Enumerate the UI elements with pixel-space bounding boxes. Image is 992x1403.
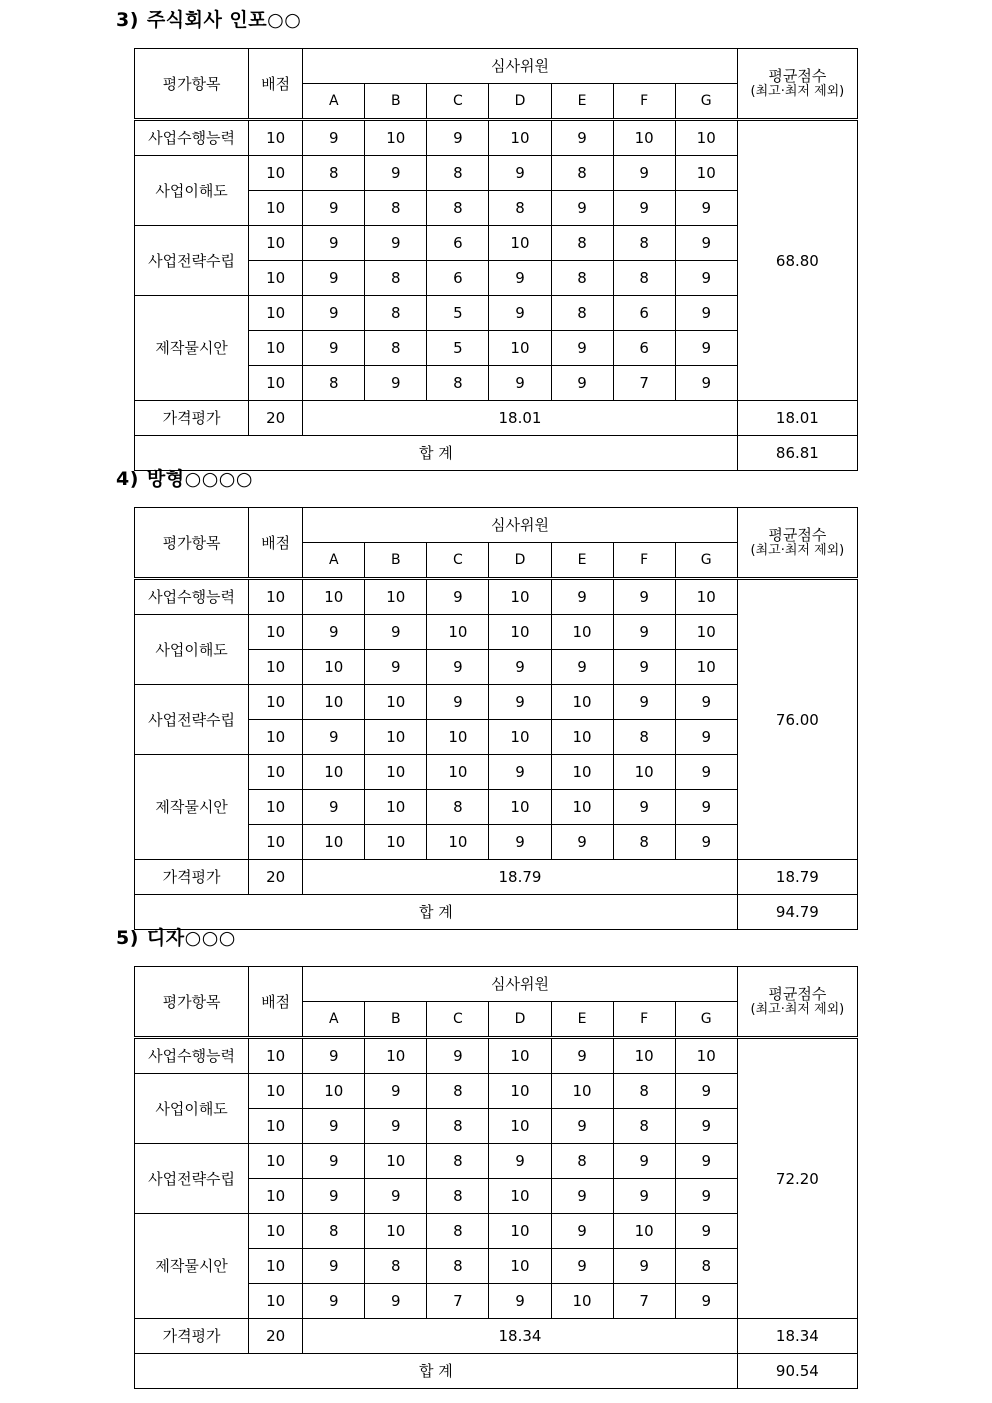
judge-score: 10	[489, 615, 551, 650]
allocation-cell: 10	[249, 191, 303, 226]
header-judge: A	[303, 84, 365, 120]
judge-score: 10	[489, 226, 551, 261]
judge-score: 9	[489, 1144, 551, 1179]
judge-score: 10	[365, 720, 427, 755]
header-judge: F	[613, 84, 675, 120]
header-row	[135, 49, 858, 84]
judge-score: 8	[427, 1109, 489, 1144]
category-label: 사업수행능력	[135, 579, 249, 615]
judge-score: 9	[365, 156, 427, 191]
header-judge: G	[675, 1002, 737, 1038]
header-average-title: 평균점수	[768, 66, 827, 85]
judge-score: 10	[489, 1249, 551, 1284]
header-average-note: (최고·최저 제외)	[750, 83, 845, 99]
company-name-masked: ○○○	[184, 927, 236, 949]
judge-score: 9	[675, 720, 737, 755]
judge-score: 9	[675, 366, 737, 401]
judge-score: 9	[489, 650, 551, 685]
judge-score: 9	[675, 331, 737, 366]
header-judge: A	[303, 1002, 365, 1038]
judge-score: 9	[613, 1144, 675, 1179]
judge-score: 9	[489, 366, 551, 401]
category-label: 사업이해도	[135, 156, 249, 226]
judge-score: 9	[675, 1109, 737, 1144]
section-title	[116, 923, 236, 950]
header-judge: E	[551, 84, 613, 120]
header-average-note: (최고·최저 제외)	[750, 1001, 845, 1017]
judge-score: 8	[427, 1214, 489, 1249]
judge-score: 7	[613, 1284, 675, 1319]
price-row	[135, 1319, 858, 1354]
judge-score: 8	[427, 366, 489, 401]
judge-score: 9	[675, 790, 737, 825]
judge-score: 10	[303, 685, 365, 720]
judge-score: 6	[427, 226, 489, 261]
company-name: 방형	[146, 468, 185, 490]
judge-score: 10	[365, 790, 427, 825]
total-row	[135, 1354, 858, 1389]
judge-score: 9	[675, 685, 737, 720]
judge-score: 8	[365, 261, 427, 296]
header-judge: G	[675, 84, 737, 120]
judge-score: 10	[613, 755, 675, 790]
judge-score: 9	[303, 226, 365, 261]
judge-score: 9	[303, 1179, 365, 1214]
judge-score: 10	[489, 1074, 551, 1109]
judge-score: 9	[675, 191, 737, 226]
price-average: 18.01	[737, 401, 857, 436]
judge-score: 10	[675, 615, 737, 650]
judge-score: 9	[303, 120, 365, 156]
total-row	[135, 895, 858, 930]
allocation-cell: 10	[249, 331, 303, 366]
header-judge: F	[613, 1002, 675, 1038]
judge-score: 9	[613, 685, 675, 720]
price-allocation: 20	[249, 401, 303, 436]
header-row	[135, 508, 858, 543]
allocation-cell: 10	[249, 755, 303, 790]
judge-score: 10	[551, 1284, 613, 1319]
judge-score: 8	[613, 825, 675, 860]
judge-score: 9	[551, 1038, 613, 1074]
score-table	[134, 507, 858, 930]
category-label: 사업수행능력	[135, 120, 249, 156]
judge-score: 9	[551, 1249, 613, 1284]
header-judge: E	[551, 543, 613, 579]
header-average-note: (최고·최저 제외)	[750, 542, 845, 558]
judge-score: 9	[365, 1109, 427, 1144]
judge-score: 10	[613, 1038, 675, 1074]
judge-score: 9	[427, 685, 489, 720]
judge-score: 10	[365, 1038, 427, 1074]
judge-score: 8	[427, 1074, 489, 1109]
judge-score: 9	[675, 755, 737, 790]
allocation-cell: 10	[249, 120, 303, 156]
judge-score: 10	[489, 1214, 551, 1249]
total-label: 합 계	[135, 1354, 738, 1389]
price-label: 가격평가	[135, 860, 249, 895]
allocation-cell: 10	[249, 685, 303, 720]
judge-score: 10	[489, 1179, 551, 1214]
judge-score: 9	[551, 1214, 613, 1249]
header-average	[737, 967, 857, 1038]
average-score: 76.00	[737, 579, 857, 860]
category-label: 사업전략수립	[135, 685, 249, 755]
judge-score: 10	[365, 755, 427, 790]
company-name-masked: ○○○○	[184, 468, 253, 490]
judge-score: 10	[303, 579, 365, 615]
judge-score: 7	[427, 1284, 489, 1319]
judge-score: 6	[613, 296, 675, 331]
judge-score: 10	[489, 720, 551, 755]
judge-score: 7	[613, 366, 675, 401]
price-row	[135, 401, 858, 436]
allocation-cell: 10	[249, 261, 303, 296]
header-judge: B	[365, 543, 427, 579]
judge-score: 8	[613, 1074, 675, 1109]
header-allocation: 배점	[249, 967, 303, 1038]
header-average-title: 평균점수	[768, 984, 827, 1003]
header-average-title: 평균점수	[768, 525, 827, 544]
judge-score: 10	[489, 790, 551, 825]
judge-score: 6	[427, 261, 489, 296]
judge-score: 9	[613, 650, 675, 685]
judge-score: 9	[489, 296, 551, 331]
judge-score: 10	[675, 1038, 737, 1074]
allocation-cell: 10	[249, 579, 303, 615]
header-judge: D	[489, 1002, 551, 1038]
judge-score: 10	[303, 1074, 365, 1109]
judge-score: 8	[427, 1249, 489, 1284]
judge-score: 9	[675, 226, 737, 261]
judge-score: 9	[613, 615, 675, 650]
category-label: 제작물시안	[135, 296, 249, 401]
score-row	[135, 579, 858, 615]
judge-score: 10	[303, 755, 365, 790]
judge-score: 10	[675, 120, 737, 156]
judge-score: 9	[303, 296, 365, 331]
category-label: 사업이해도	[135, 1074, 249, 1144]
judge-score: 9	[489, 685, 551, 720]
judge-score: 9	[303, 790, 365, 825]
price-allocation: 20	[249, 860, 303, 895]
judge-score: 10	[489, 120, 551, 156]
category-label: 제작물시안	[135, 1214, 249, 1319]
header-judge: B	[365, 1002, 427, 1038]
judge-score: 9	[489, 755, 551, 790]
judge-score: 8	[489, 191, 551, 226]
header-judge: F	[613, 543, 675, 579]
allocation-cell: 10	[249, 1179, 303, 1214]
judge-score: 8	[613, 261, 675, 296]
judge-score: 8	[551, 226, 613, 261]
header-item: 평가항목	[135, 49, 249, 120]
judge-score: 9	[675, 1074, 737, 1109]
judge-score: 9	[551, 579, 613, 615]
judge-score: 9	[551, 331, 613, 366]
judge-score: 10	[613, 120, 675, 156]
judge-score: 8	[427, 1144, 489, 1179]
price-score: 18.01	[303, 401, 738, 436]
judge-score: 9	[551, 120, 613, 156]
category-label: 사업수행능력	[135, 1038, 249, 1074]
score-table	[134, 966, 858, 1389]
price-average: 18.34	[737, 1319, 857, 1354]
judge-score: 8	[303, 1214, 365, 1249]
judge-score: 6	[613, 331, 675, 366]
allocation-cell: 10	[249, 226, 303, 261]
price-row	[135, 860, 858, 895]
judge-score: 10	[365, 120, 427, 156]
header-judge: C	[427, 1002, 489, 1038]
judge-score: 9	[365, 366, 427, 401]
judge-score: 10	[427, 615, 489, 650]
judge-score: 9	[427, 1038, 489, 1074]
judge-score: 9	[365, 650, 427, 685]
judge-score: 9	[365, 1179, 427, 1214]
total-label: 합 계	[135, 436, 738, 471]
header-average	[737, 49, 857, 120]
category-label: 제작물시안	[135, 755, 249, 860]
header-item: 평가항목	[135, 967, 249, 1038]
allocation-cell: 10	[249, 366, 303, 401]
judge-score: 10	[551, 685, 613, 720]
judge-score: 9	[551, 366, 613, 401]
judge-score: 10	[489, 1109, 551, 1144]
judge-score: 10	[613, 1214, 675, 1249]
judge-score: 9	[551, 650, 613, 685]
header-item: 평가항목	[135, 508, 249, 579]
judge-score: 8	[551, 156, 613, 191]
judge-score: 9	[675, 261, 737, 296]
judge-score: 8	[551, 296, 613, 331]
allocation-cell: 10	[249, 615, 303, 650]
header-allocation: 배점	[249, 508, 303, 579]
judge-score: 9	[365, 1284, 427, 1319]
judge-score: 10	[427, 720, 489, 755]
header-judges: 심사위원	[303, 49, 738, 84]
judge-score: 9	[675, 1214, 737, 1249]
allocation-cell: 10	[249, 1144, 303, 1179]
judge-score: 5	[427, 331, 489, 366]
judge-score: 9	[303, 1144, 365, 1179]
judge-score: 9	[613, 191, 675, 226]
judge-score: 10	[303, 825, 365, 860]
judge-score: 8	[613, 720, 675, 755]
header-allocation: 배점	[249, 49, 303, 120]
total-score: 94.79	[737, 895, 857, 930]
total-score: 90.54	[737, 1354, 857, 1389]
judge-score: 10	[427, 825, 489, 860]
judge-score: 10	[675, 579, 737, 615]
section-number: 4)	[116, 468, 139, 490]
average-score: 68.80	[737, 120, 857, 401]
total-score: 86.81	[737, 436, 857, 471]
company-name: 디자	[146, 927, 185, 949]
judge-score: 8	[551, 1144, 613, 1179]
average-score: 72.20	[737, 1038, 857, 1319]
section-number: 5)	[116, 927, 139, 949]
score-row	[135, 120, 858, 156]
judge-score: 9	[675, 1284, 737, 1319]
judge-score: 9	[613, 1249, 675, 1284]
score-row	[135, 1038, 858, 1074]
allocation-cell: 10	[249, 1038, 303, 1074]
judge-score: 10	[551, 615, 613, 650]
judge-score: 8	[613, 1109, 675, 1144]
judge-score: 9	[303, 1284, 365, 1319]
allocation-cell: 10	[249, 1074, 303, 1109]
category-label: 사업전략수립	[135, 1144, 249, 1214]
judge-score: 9	[365, 1074, 427, 1109]
allocation-cell: 10	[249, 650, 303, 685]
judge-score: 10	[489, 579, 551, 615]
judge-score: 9	[613, 790, 675, 825]
judge-score: 8	[675, 1249, 737, 1284]
judge-score: 10	[551, 755, 613, 790]
header-judge: B	[365, 84, 427, 120]
header-judge: D	[489, 84, 551, 120]
allocation-cell: 10	[249, 1284, 303, 1319]
header-row	[135, 967, 858, 1002]
judge-score: 9	[489, 1284, 551, 1319]
judge-score: 10	[489, 1038, 551, 1074]
allocation-cell: 10	[249, 1214, 303, 1249]
judge-score: 9	[613, 156, 675, 191]
judge-score: 8	[365, 331, 427, 366]
judge-score: 10	[551, 790, 613, 825]
judge-score: 10	[675, 156, 737, 191]
score-table	[134, 48, 858, 471]
judge-score: 9	[427, 650, 489, 685]
judge-score: 9	[303, 615, 365, 650]
company-name-masked: ○○	[267, 9, 302, 31]
judge-score: 9	[303, 1249, 365, 1284]
judge-score: 9	[675, 1179, 737, 1214]
judge-score: 10	[303, 650, 365, 685]
judge-score: 9	[613, 579, 675, 615]
allocation-cell: 10	[249, 720, 303, 755]
allocation-cell: 10	[249, 296, 303, 331]
judge-score: 10	[365, 685, 427, 720]
judge-score: 8	[427, 156, 489, 191]
judge-score: 9	[489, 825, 551, 860]
judge-score: 10	[551, 720, 613, 755]
judge-score: 9	[489, 261, 551, 296]
price-allocation: 20	[249, 1319, 303, 1354]
judge-score: 10	[365, 579, 427, 615]
allocation-cell: 10	[249, 156, 303, 191]
price-label: 가격평가	[135, 1319, 249, 1354]
header-judges: 심사위원	[303, 967, 738, 1002]
judge-score: 10	[489, 331, 551, 366]
judge-score: 9	[303, 191, 365, 226]
allocation-cell: 10	[249, 790, 303, 825]
price-score: 18.79	[303, 860, 738, 895]
header-judge: D	[489, 543, 551, 579]
judge-score: 9	[365, 615, 427, 650]
judge-score: 10	[551, 1074, 613, 1109]
judge-score: 9	[303, 720, 365, 755]
price-average: 18.79	[737, 860, 857, 895]
judge-score: 10	[365, 1214, 427, 1249]
judge-score: 9	[551, 1109, 613, 1144]
price-label: 가격평가	[135, 401, 249, 436]
judge-score: 5	[427, 296, 489, 331]
allocation-cell: 10	[249, 1249, 303, 1284]
judge-score: 9	[613, 1179, 675, 1214]
header-judge: C	[427, 84, 489, 120]
judge-score: 9	[675, 296, 737, 331]
category-label: 사업이해도	[135, 615, 249, 685]
section-title	[116, 464, 253, 491]
price-score: 18.34	[303, 1319, 738, 1354]
allocation-cell: 10	[249, 825, 303, 860]
judge-score: 8	[613, 226, 675, 261]
header-judges: 심사위원	[303, 508, 738, 543]
judge-score: 8	[303, 156, 365, 191]
header-average	[737, 508, 857, 579]
judge-score: 9	[489, 156, 551, 191]
company-name: 주식회사 인포	[146, 9, 268, 31]
judge-score: 8	[365, 1249, 427, 1284]
header-judge: C	[427, 543, 489, 579]
judge-score: 8	[365, 191, 427, 226]
header-judge: E	[551, 1002, 613, 1038]
judge-score: 8	[427, 790, 489, 825]
judge-score: 9	[365, 226, 427, 261]
header-judge: G	[675, 543, 737, 579]
judge-score: 10	[427, 755, 489, 790]
total-label: 합 계	[135, 895, 738, 930]
judge-score: 9	[551, 825, 613, 860]
judge-score: 9	[303, 1109, 365, 1144]
header-judge: A	[303, 543, 365, 579]
judge-score: 9	[427, 120, 489, 156]
judge-score: 10	[365, 825, 427, 860]
judge-score: 9	[675, 825, 737, 860]
judge-score: 8	[303, 366, 365, 401]
judge-score: 9	[427, 579, 489, 615]
judge-score: 9	[551, 1179, 613, 1214]
judge-score: 9	[551, 191, 613, 226]
category-label: 사업전략수립	[135, 226, 249, 296]
judge-score: 9	[675, 1144, 737, 1179]
judge-score: 8	[427, 191, 489, 226]
judge-score: 9	[303, 1038, 365, 1074]
judge-score: 9	[303, 331, 365, 366]
judge-score: 9	[303, 261, 365, 296]
section-title	[116, 5, 301, 32]
judge-score: 8	[427, 1179, 489, 1214]
judge-score: 8	[365, 296, 427, 331]
judge-score: 10	[675, 650, 737, 685]
allocation-cell: 10	[249, 1109, 303, 1144]
section-number: 3)	[116, 9, 139, 31]
judge-score: 8	[551, 261, 613, 296]
judge-score: 10	[365, 1144, 427, 1179]
